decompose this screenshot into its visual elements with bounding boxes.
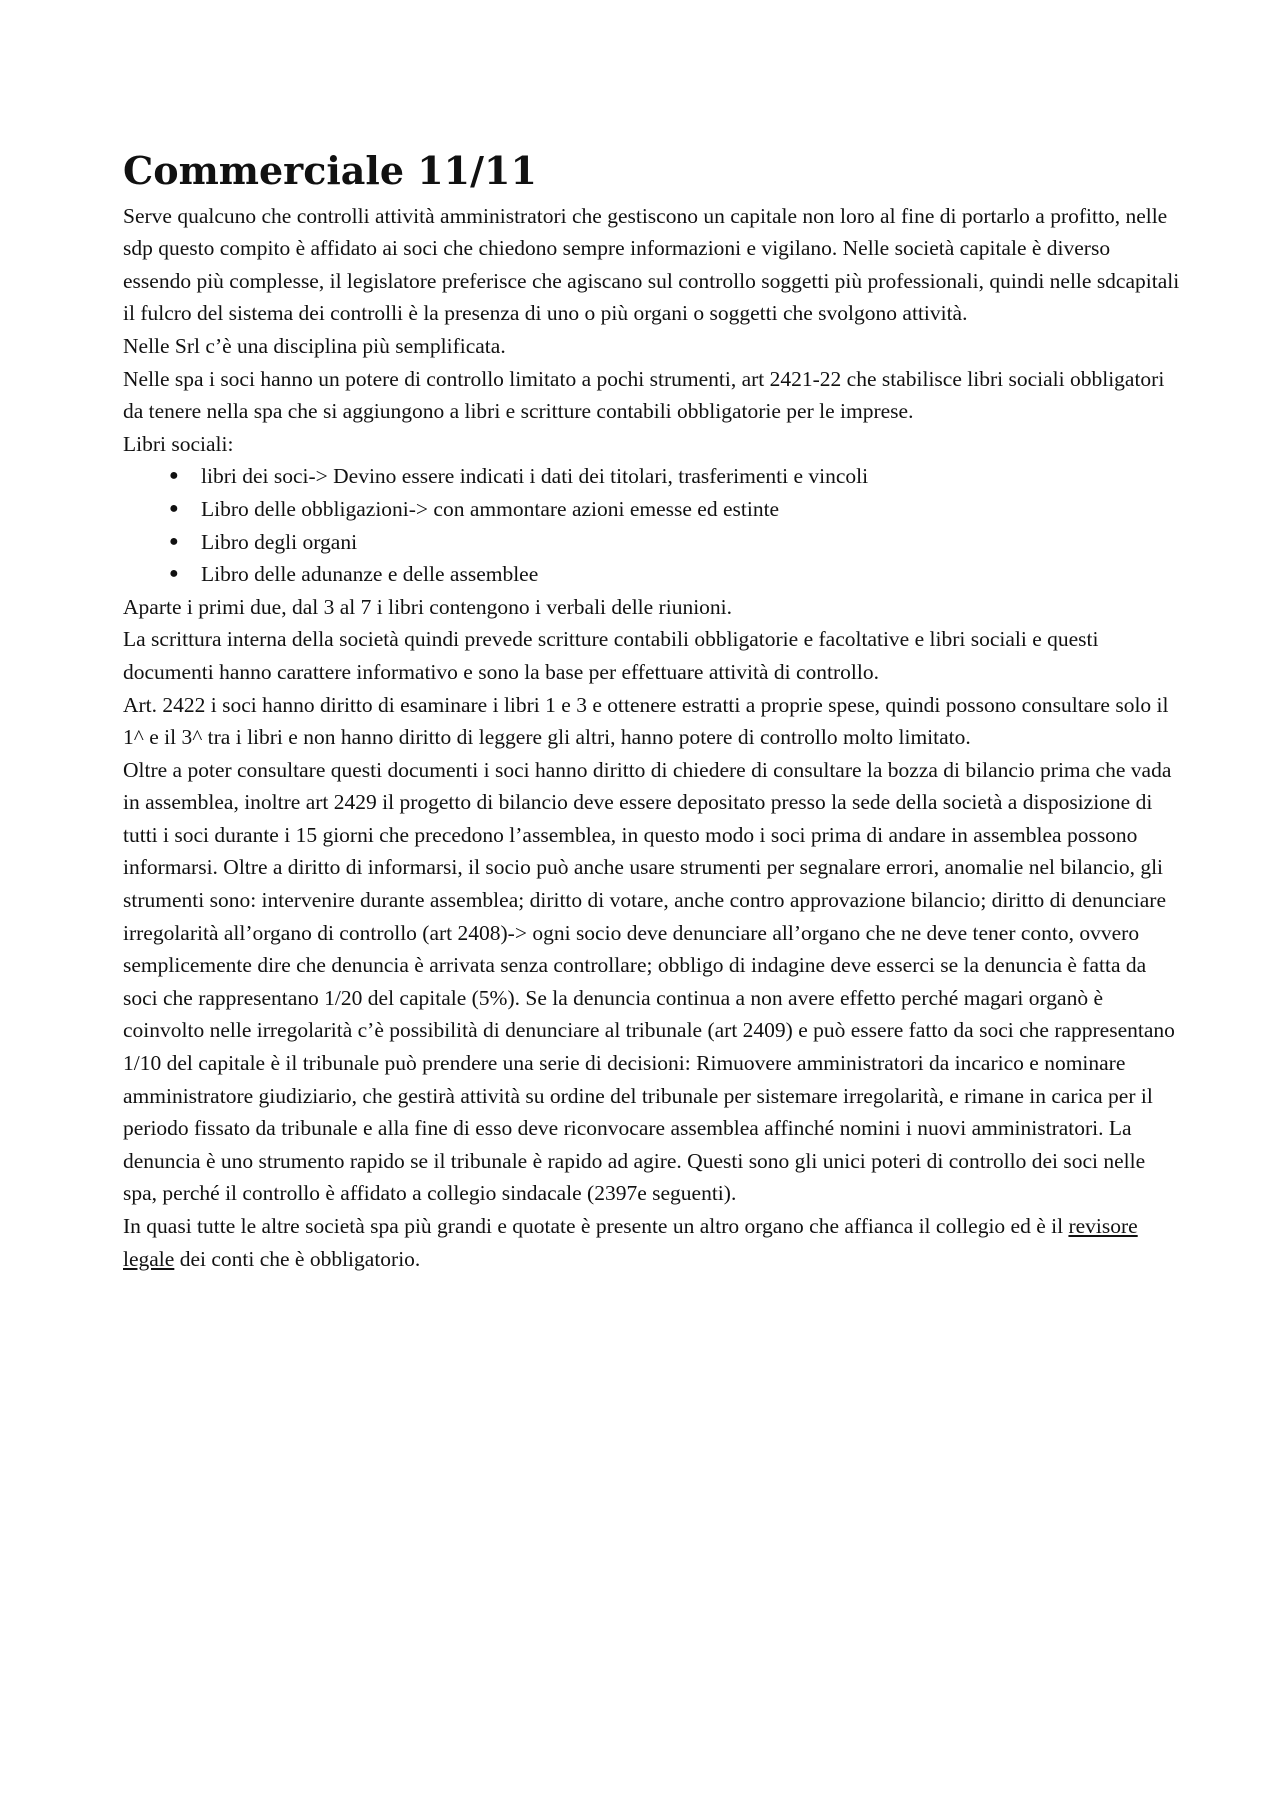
list-item (169, 526, 1183, 559)
paragraph-art-2422: Art. 2422 i soci hanno diritto di esaminare i libri 1 e 3 e ottenere estratti a proprie spese, quindi possono consultare solo il 1^ e il 3^ tra i libri e non hanno diritto di leggere gli altri, hanno potere di controllo molto limitato. (123, 692, 1169, 750)
paragraph-denuncia: Oltre a poter consultare questi documenti i soci hanno diritto di chiedere di consultare la bozza di bilancio prima che vada in assemblea, inoltre art 2429 il progetto di bilancio deve essere depositato presso la sede della società a disposizione di tutti i soci durante i 15 giorni che precedono l’assemblea, in questo modo i soci prima di andare in assemblea possono informarsi. Oltre a diritto di informarsi, il socio può anche usare strumenti per segnalare errori, anomalie nel bilancio, gli strumenti sono: intervenire durante assemblea; diritto di votare, anche contro approvazione bilancio; diritto di denunciare irregolarità all’organo di controllo (art 2408)-> ogni socio deve denunciare all’organo che ne deve tener conto, ovvero semplicemente dire che denuncia è arrivata senza controllare; obbligo di indagine deve esserci se la denuncia è fatta da soci che rappresentano 1/20 del capitale (5%). Se la denuncia continua a non avere effetto perché magari organò è coinvolto nelle irregolarità c’è possibilità di denunciare al tribunale (art 2409) e può essere fatto da soci che rappresentano 1/10 del capitale è il tribunale può prendere una serie di decisioni: Rimuovere amministratori da incarico e nominare amministratore giudiziario, che gestirà attività su ordine del tribunale per sistemare irregolarità, e rimane in carica per il periodo fissato da tribunale e alla fine di esso deve riconvocare assemblea affinché nomini i nuovi amministratori. La denuncia è uno strumento rapido se il tribunale è rapido ad agire. Questi sono gli unici poteri di controllo dei soci nelle spa, perché il controllo è affidato a collegio sindacale (2397e seguenti). (123, 757, 1175, 1206)
list-item (169, 558, 1183, 591)
bullet-icon: ● (169, 565, 179, 583)
paragraph-libri-heading: Libri sociali: (123, 431, 234, 456)
list-item-text: libri dei soci-> Devino essere indicati i dati dei titolari, trasferimenti e vincoli (201, 464, 869, 489)
paragraph-spa: Nelle spa i soci hanno un potere di controllo limitato a pochi strumenti, art 2421-22 che stabilisce libri sociali obbligatori da tenere nella spa che si aggiungono a libri e scritture contabili obbligatorie per le imprese. (123, 366, 1165, 424)
list-item-text: Libro delle adunanze e delle assemblee (201, 562, 539, 587)
paragraph-revisore-text-after: dei conti che è obbligatorio. (174, 1246, 421, 1271)
paragraph-revisore-text-before: In quasi tutte le altre società spa più grandi e quotate è presente un altro organo che affianca il collegio ed è il (123, 1214, 1069, 1238)
paragraph-aparte: Aparte i primi due, dal 3 al 7 i libri contengono i verbali delle riunioni. (123, 594, 733, 619)
paragraph-srl: Nelle Srl c’è una disciplina più semplificata. (123, 333, 506, 358)
list-item-text: Libro delle obbligazioni-> con ammontare azioni emesse ed estinte (201, 496, 780, 521)
bullet-icon: ● (169, 499, 179, 517)
document-title: Commerciale 11/11 (123, 148, 537, 193)
list-item-text: Libro degli organi (201, 529, 358, 554)
paragraph-scrittura: La scrittura interna della società quindi prevede scritture contabili obbligatorie e facoltative e libri sociali e questi documenti hanno carattere informativo e sono la base per effettuare attività di controllo. (123, 627, 1099, 684)
bullet-icon: ● (169, 467, 179, 485)
revisore-legale-link[interactable]: revisore legale (123, 1214, 1138, 1271)
list-item (169, 493, 1183, 526)
paragraph-revisore (123, 1210, 1183, 1275)
libri-sociali-list (123, 460, 1183, 590)
bullet-icon: ● (169, 532, 179, 550)
list-item (169, 460, 1183, 493)
paragraph-intro: Serve qualcuno che controlli attività amministratori che gestiscono un capitale non loro al fine di portarlo a profitto, nelle sdp questo compito è affidato ai soci che chiedono sempre informazioni e vigilano. Nelle società capitale è diverso essendo più complesse, il legislatore preferisce che agiscano sul controllo soggetti più professionali, quindi nelle sdcapitali il fulcro del sistema dei controlli è la presenza di uno o più organi o soggetti che svolgono attività. (123, 203, 1180, 326)
document-page (123, 148, 1183, 1275)
